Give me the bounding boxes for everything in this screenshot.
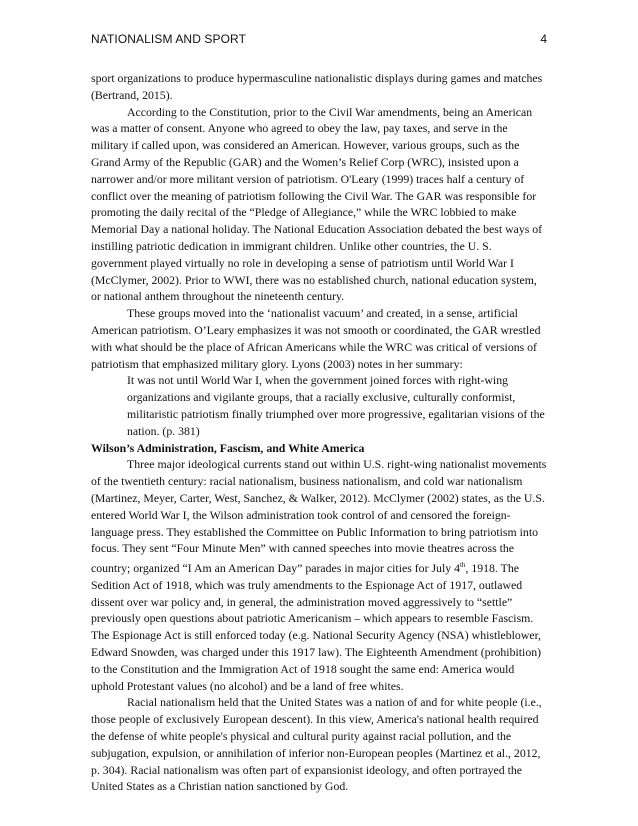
section-heading: Wilson’s Administration, Fascism, and White America <box>91 440 365 455</box>
paragraph-text-b: , 1918. The Sedition Act of 1918, which was truly amendments to the Espionage Act of 1917, outlawed dissent over war policy and, in general, the administration moved aggressively to “settle” previously open questions about patriotic Americanism – which appears to resemble Fascism. The Espionage Act is still enforced today (e.g. National Security Agency (NSA) whistleblower, Edward Snowden, was charged under this 1917 law). The Eighteenth Amendment (prohibition) to the Constitution and the Immigration Act of 1918 sought the same end: America would uphold Protestant values (no alcohol) and be a land of free whites. <box>91 561 542 693</box>
body-text <box>91 70 547 795</box>
superscript-ordinal: th <box>459 561 466 570</box>
paragraph-racial-nationalism: Racial nationalism held that the United States was a nation of and for white people (i.e., those people of exclusively European descent). In this view, America's national health required the defense of white people's physical and cultural purity against racial pollution, and the subjugation, expulsion, or annihilation of inferior non-European peoples (Martinez et al., 2012, p. 304). Racial nationalism was often part of expansionist ideology, and often portrayed the United States as a Christian nation sanctioned by God. <box>91 695 542 794</box>
paragraph-constitution: According to the Constitution, prior to the Civil War amendments, being an American was a matter of consent. Anyone who agreed to obey the law, pay taxes, and serve in the military if called upon, was considered an American. However, various groups, such as the Grand Army of the Republic (GAR) and the Women’s Relief Corp (WRC), insisted upon a narrower and/or more militant version of patriotism. O'Leary (1999) traces half a century of conflict over the meaning of patriotism following the Civil War. The GAR was responsible for promoting the daily recital of the “Pledge of Allegiance,” while the WRC lobbied to make Memorial Day a national holiday. The National Education Association debated the best ways of instilling patriotic dedication in immigrant children. Unlike other countries, the U. S. government played virtually no role in developing a sense of patriotism until World War I (McClymer, 2002). Prior to WWI, there was no established church, national education system, or national anthem throughout the nineteenth century. <box>91 104 543 304</box>
running-header <box>91 32 547 48</box>
paragraph-ideological-currents <box>91 456 547 694</box>
paragraph-nationalist-vacuum: These groups moved into the ‘nationalist vacuum’ and created, in a sense, artificial American patriotism. O’Leary emphasizes it was not smooth or coordinated, the GAR wrestled with what should be the place of African Americans while the WRC was critical of versions of patriotism that emphasized military glory. Lyons (2003) notes in her summary: <box>91 306 541 371</box>
paragraph-continuation: sport organizations to produce hypermasculine nationalistic displays during games and matches (Bertrand, 2015). <box>91 71 543 102</box>
running-title: NATIONALISM AND SPORT <box>91 32 247 46</box>
page-number: 4 <box>540 32 547 46</box>
paragraph-text-a: Three major ideological currents stand out within U.S. right-wing nationalist movements of the twentieth century: racial nationalism, business nationalism, and cold war nationalism (Martinez, Meyer, Carter, West, Sanchez, & Walker, 2012). McClymer (2002) states, as the U.S. entered World War I, the Wilson administration took control of and censored the foreign-language press. They established the Committee on Public Information to bring patriotism into focus. They sent “Four Minute Men” with canned speeches into movie theatres across the country; organized “I Am an American Day” parades in major cities for July 4 <box>91 457 547 576</box>
block-quote: It was not until World War I, when the government joined forces with right-wing organizations and vigilante groups, that a racially exclusive, culturally conformist, militaristic patriotism finally triumphed over more progressive, egalitarian visions of the nation. (p. 381) <box>127 373 545 438</box>
